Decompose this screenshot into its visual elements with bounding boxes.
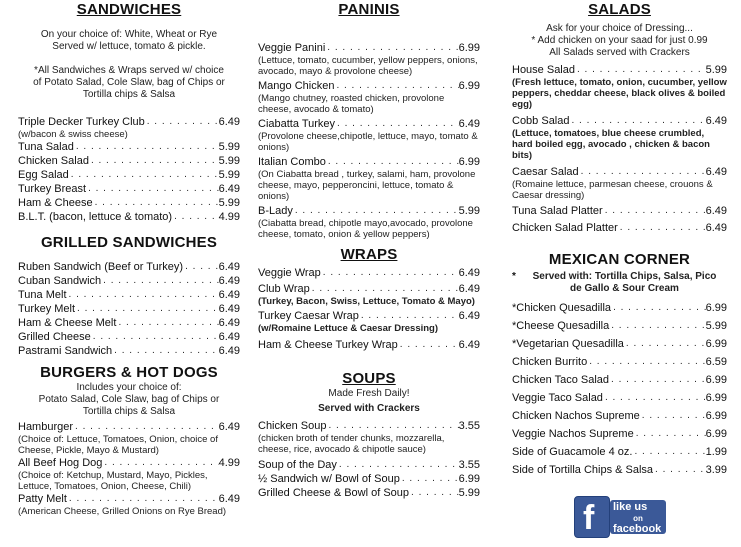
menu-item: Soup of the Day . . . 3.55 xyxy=(258,458,480,472)
menu-item: Chicken Soup . . . 3.55 (chicken broth of tender chunks, mozzarella, cheese, rice, avocado & chipotle sauce) xyxy=(258,419,480,455)
menu-item: Triple Decker Turkey Club . . . 6.49 (w/bacon & swiss cheese) xyxy=(18,115,240,140)
menu-item: Veggie Nachos Supreme . . . 6.99 xyxy=(512,427,727,441)
column-left xyxy=(18,0,240,517)
menu-item: Veggie Wrap . . . 6.49 xyxy=(258,266,480,280)
menu-item: Italian Combo . . . 6.99 (On Ciabatta bread , turkey, salami, ham, provolone cheese, mayo, pepperoncini, lettuce, tomato & onions) xyxy=(258,155,480,202)
menu-item: *Chicken Quesadilla . . . 6.99 xyxy=(512,301,727,315)
menu-item: Chicken Burrito . . . 6.59 xyxy=(512,355,727,369)
menu-item: Club Wrap . . . 6.49 (Turkey, Bacon, Swiss, Lettuce, Tomato & Mayo) xyxy=(258,282,480,307)
menu-item: All Beef Hog Dog . . . 4.99 (Choice of: Ketchup, Mustard, Mayo, Pickles, Lettuce, Tomatoes, Onion, Cheese, Chili) xyxy=(18,456,240,492)
menu-item: Chicken Salad . . . 5.99 xyxy=(18,154,240,168)
wraps-heading: WRAPS xyxy=(340,246,398,263)
menu-item: Turkey Melt . . . 6.49 xyxy=(18,302,240,316)
column-middle xyxy=(258,0,480,500)
mexican-note: * Served with: Tortilla Chips, Salsa, Pico de Gallo & Sour Cream xyxy=(512,271,717,294)
menu-item: Grilled Cheese . . . 6.49 xyxy=(18,330,240,344)
star-marker: * xyxy=(512,271,516,282)
facebook-like-text: like us on facebook xyxy=(610,500,666,534)
menu-item: Mango Chicken . . . 6.99 (Mango chutney, roasted chicken, provolone cheese, avocado & tomato) xyxy=(258,79,480,115)
menu-item: Ham & Cheese . . . 5.99 xyxy=(18,196,240,210)
grilled-heading: GRILLED SANDWICHES xyxy=(40,234,218,251)
menu-item: Ruben Sandwich (Beef or Turkey) . . . 6.49 xyxy=(18,260,240,274)
menu-item: Side of Tortilla Chips & Salsa . . . 3.99 xyxy=(512,463,727,477)
menu-item: Tuna Salad . . . 5.99 xyxy=(18,140,240,154)
menu-item: Chicken Taco Salad . . . 6.99 xyxy=(512,373,727,387)
menu-item: Turkey Breast . . . 6.49 xyxy=(18,182,240,196)
soups-note: Made Fresh Daily! xyxy=(328,388,410,399)
soups-heading: SOUPS xyxy=(342,370,396,387)
menu-item: Chicken Salad Platter . . . 6.49 xyxy=(512,221,727,235)
facebook-like-badge[interactable] xyxy=(574,496,666,538)
mexican-heading: MEXICAN CORNER xyxy=(548,251,691,268)
paninis-heading: PANINIS xyxy=(338,1,400,18)
menu-item: B-Lady . . . 5.99 (Ciabatta bread, chipotle mayo,avocado, provolone cheese, tomato, onion & yellow peppers) xyxy=(258,204,480,240)
menu-item: Grilled Cheese & Bowl of Soup . . . 5.99 xyxy=(258,486,480,500)
menu-item: *Vegetarian Quesadilla . . . 6.99 xyxy=(512,337,727,351)
menu-item: Chicken Nachos Supreme . . . 6.99 xyxy=(512,409,727,423)
menu-item: Caesar Salad . . . 6.49 (Romaine lettuce, parmesan cheese, crouons & Caesar dressing) xyxy=(512,165,727,201)
menu-item: *Cheese Quesadilla . . . 5.99 xyxy=(512,319,727,333)
soups-crackers-note: Served with Crackers xyxy=(318,403,420,414)
menu-item: Pastrami Sandwich . . . 6.49 xyxy=(18,344,240,358)
sandwiches-note: On your choice of: White, Wheat or Rye Served w/ lettuce, tomato & pickle. xyxy=(40,29,218,52)
sandwiches-heading: SANDWICHES xyxy=(76,1,182,18)
facebook-icon: f xyxy=(574,496,610,538)
menu-item: Hamburger . . . 6.49 (Choice of: Lettuce, Tomatoes, Onion, choice of Cheese, Pickle, Mayo & Mustard) xyxy=(18,420,240,456)
salads-heading: SALADS xyxy=(588,1,651,18)
menu-item: Side of Guacamole 4 oz. . . . 1.99 xyxy=(512,445,727,459)
menu-item: Veggie Panini . . . 6.99 (Lettuce, tomato, cucumber, yellow peppers, onions, avocado, mayo & provolone cheese) xyxy=(258,41,480,77)
salads-note: Ask for your choice of Dressing... * Add chicken on your saad for just 0.99 All Salads served with Crackers xyxy=(531,23,708,58)
menu-item: Ham & Cheese Melt . . . 6.49 xyxy=(18,316,240,330)
menu-item: Ham & Cheese Turkey Wrap . . . 6.49 xyxy=(258,338,480,352)
burgers-note: Includes your choice of: Potato Salad, Cole Slaw, bag of Chips or Tortilla chips & Salsa xyxy=(38,382,220,417)
menu-item: Egg Salad . . . 5.99 xyxy=(18,168,240,182)
menu-item: House Salad . . . 5.99 (Fresh lettuce, tomato, onion, cucumber, yellow peppers, cheddar cheese, black olives & boiled egg) xyxy=(512,63,727,110)
menu-item: Cuban Sandwich . . . 6.49 xyxy=(18,274,240,288)
menu-item: Tuna Melt . . . 6.49 xyxy=(18,288,240,302)
menu-item: Ciabatta Turkey . . . 6.49 (Provolone cheese,chipotle, lettuce, mayo, tomato & onions) xyxy=(258,117,480,153)
menu-item: Patty Melt . . . 6.49 (American Cheese, Grilled Onions on Rye Bread) xyxy=(18,492,240,517)
menu-item: Tuna Salad Platter . . . 6.49 xyxy=(512,204,727,218)
menu-item: Cobb Salad . . . 6.49 (Lettuce, tomatoes, blue cheese crumbled, hard boiled egg, avocado , chicken & bacon bits) xyxy=(512,114,727,161)
column-right xyxy=(512,0,727,477)
menu-item: B.L.T. (bacon, lettuce & tomato) . . . 4.99 xyxy=(18,210,240,224)
menu-item: Veggie Taco Salad . . . 6.99 xyxy=(512,391,727,405)
menu-item: ½ Sandwich w/ Bowl of Soup . . . 6.99 xyxy=(258,472,480,486)
burgers-heading: BURGERS & HOT DOGS xyxy=(40,364,218,381)
menu-item: Turkey Caesar Wrap . . . 6.49 (w/Romaine Lettuce & Caesar Dressing) xyxy=(258,309,480,334)
sandwiches-sides-note: *All Sandwiches & Wraps served w/ choice of Potato Salad, Cole Slaw, bag of Chips or Tortilla chips & Salsa xyxy=(33,65,225,100)
